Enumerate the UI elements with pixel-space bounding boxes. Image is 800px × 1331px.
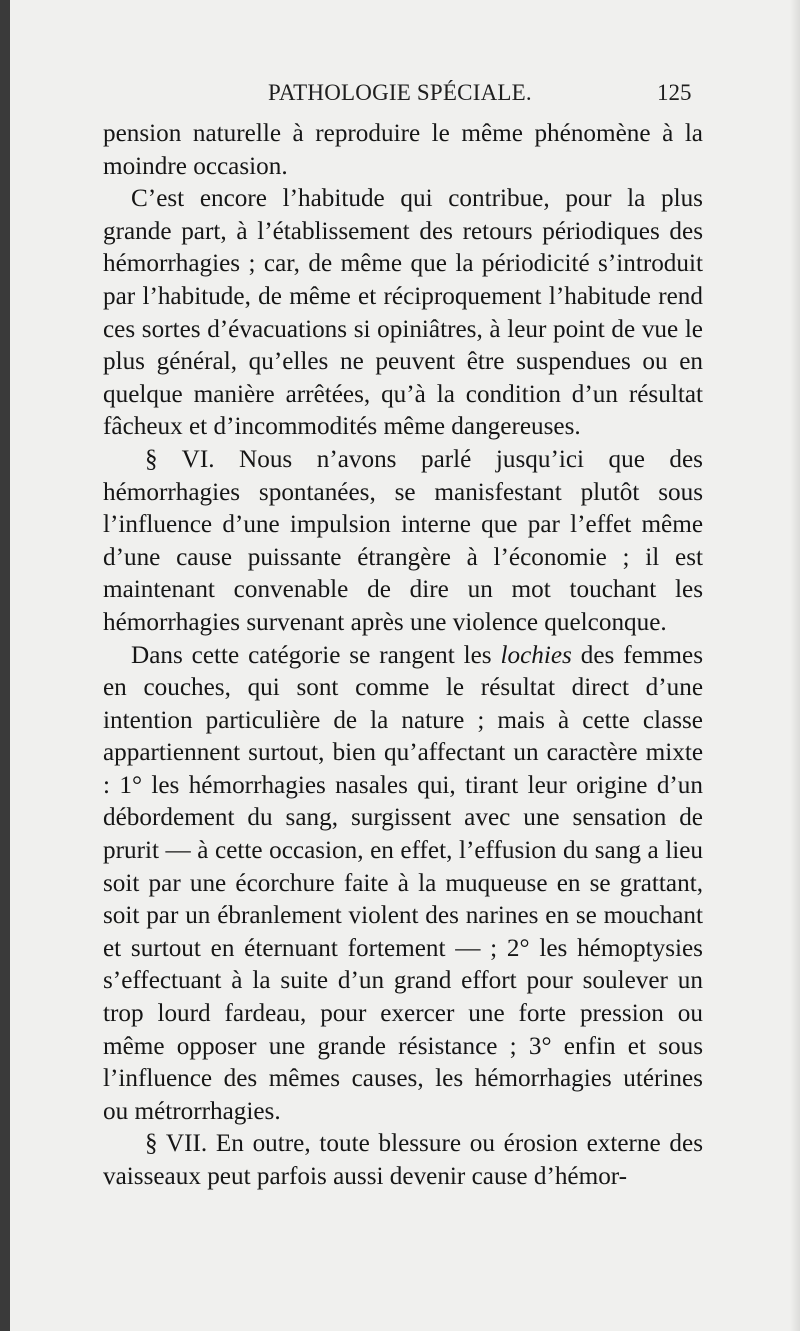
paragraph-4 bbox=[103, 640, 703, 1129]
paragraph-2: C’est encore l’habitude qui contribue, pour la plus grande part, à l’établissement des retours périodiques des hémorrhagies ; car, de même que la périodicité s’introduit par l’habitude, de même et réciproquement l’habitude rend ces sortes d’évacuations si opiniâtres, à leur point de vue le plus général, qu’elles ne peuvent être suspendues ou en quelque manière arrêtées, qu’à la condition d’un résultat fâcheux et d’incommodités même dangereuses. bbox=[103, 185, 703, 441]
page-edge-shadow bbox=[790, 0, 800, 1331]
page-header bbox=[10, 72, 800, 108]
section-7-paragraph: § VII. En outre, toute blessure ou érosion externe des vaisseaux peut parfois aussi devenir cause d’hémor- bbox=[103, 1130, 703, 1190]
section-6-paragraph: § VI. Nous n’avons parlé jusqu’ici que des hémorrhagies spontanées, se manisfestant plutôt sous l’influence d’une impulsion interne que par l’effet même d’une cause puissante étrangère à l’économie ; il est maintenant convenable de dire un mot touchant les hémorrhagies survenant après une violence quelconque. bbox=[103, 445, 703, 636]
book-page bbox=[10, 0, 800, 1331]
paragraph-4-start: Dans cette catégorie se rangent les bbox=[131, 641, 501, 669]
paragraph-1: pension naturelle à reproduire le même phénomène à la moindre occasion. bbox=[103, 120, 703, 180]
running-head: PATHOLOGIE SPÉCIALE. bbox=[268, 80, 532, 105]
lochies-italic: lochies bbox=[500, 641, 572, 669]
paragraph-4-end: des femmes en couches, qui sont comme le résultat direct d’une intention particulière de la nature ; mais à cette classe appartiennent surtout, bien qu’affectant un caractère mixte : 1° les hémorrhagies nasales qui, tirant leur origine d’un débordement du sang, surgissent avec une sensation de prurit — à cette occasion, en effet, l’effusion du sang a lieu soit par une écorchure faite à la muqueuse en se grattant, soit par un ébranlement violent des narines en se mouchant et surtout en éternuant fortement — ; 2° les hémoptysies s’effectuant à la suite d’un grand effort pour soulever un trop lourd fardeau, pour exercer une forte pression ou même opposer une grande résistance ; 3° enfin et sous l’influence des mêmes causes, les hémorrhagies utérines ou métrorrhagies. bbox=[103, 641, 703, 1125]
page-number: 125 bbox=[657, 80, 692, 105]
body-text bbox=[103, 118, 703, 1194]
